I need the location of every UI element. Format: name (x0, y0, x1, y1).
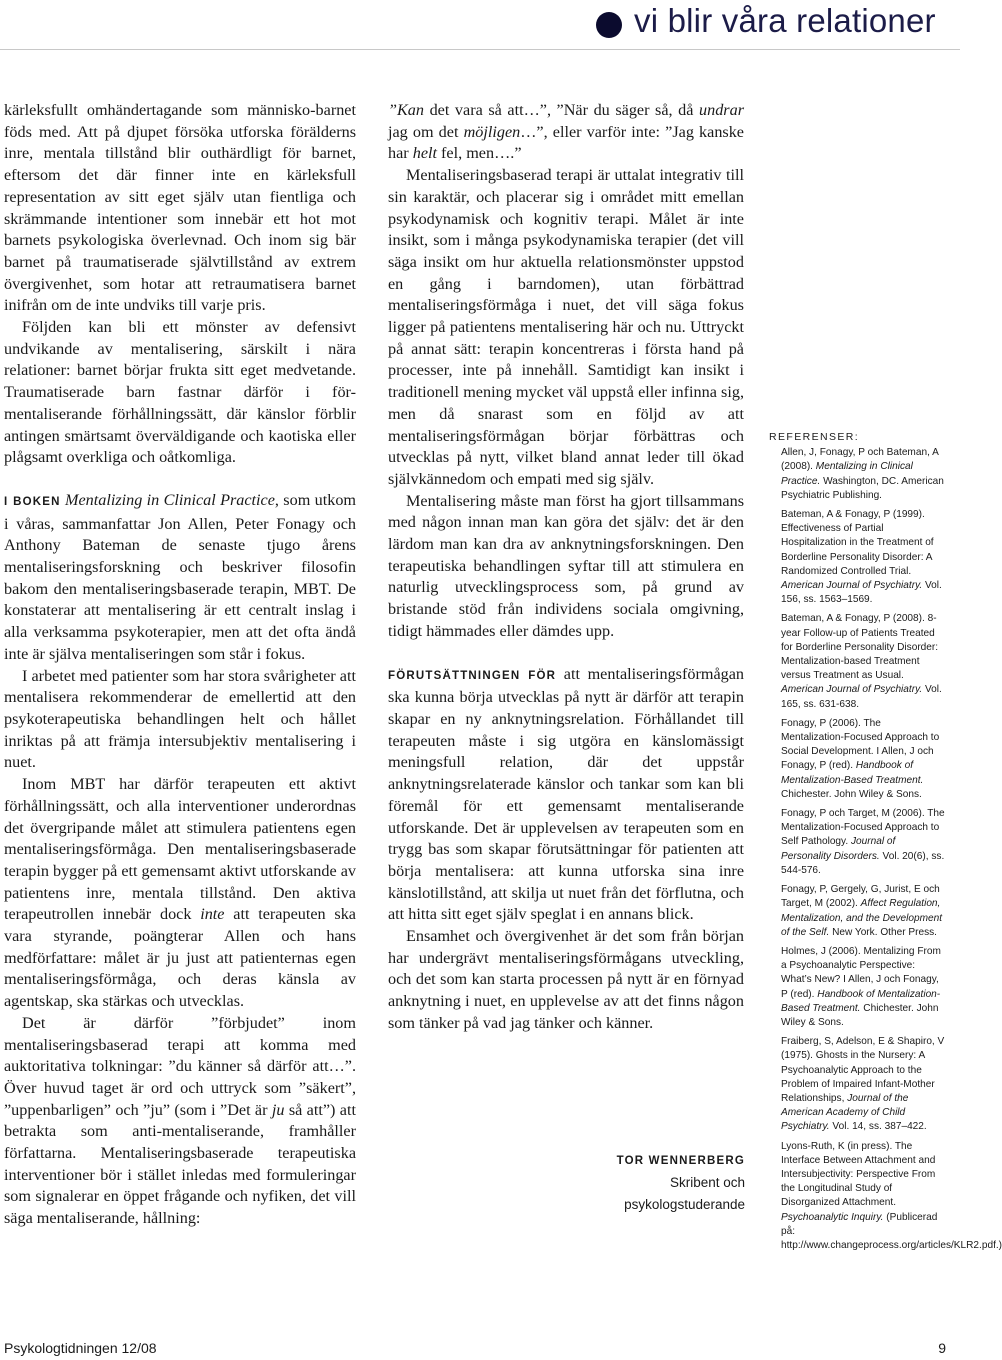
page-header (0, 0, 960, 50)
bullet-dot-icon (596, 12, 622, 38)
author-role: Skribent och (669, 1175, 745, 1190)
paragraph (4, 490, 356, 666)
reference-text: Vol. 14, ss. 387–422. (829, 1121, 927, 1133)
reference-text: Washington, DC. American Psychiatric Publishing. (781, 475, 944, 501)
paragraph (388, 100, 744, 165)
reference-item (769, 717, 945, 802)
reference-text: Bateman, A & Fonagy, P (1999). Effectiveness of Partial Hospitalization in the Treatment of Borderline Personality Disorder: A Randomized Controlled Trial. (781, 509, 934, 577)
section-title: vi blir våra relationer (634, 2, 936, 39)
paragraph (4, 774, 356, 1013)
paragraph-text: , som utkom i våras, sammanfattar Jon Allen, Peter Fonagy och Anthony Bateman de senaste tjugo årens mentaliseringsforskning och beskriver filosofin bakom den mentaliseringsbaserade terapin, MBT. De konstaterar att mentalisering är ett centralt inslag i alla verksamma psykoterapier, men att det ofta ändå inte är själva mentaliseringen som står i fokus. (4, 490, 357, 663)
article-column-2 (388, 100, 744, 1035)
emphasis: helt (412, 144, 437, 163)
reference-item (769, 612, 945, 711)
emphasis: möjligen (463, 122, 521, 141)
paragraph: kärleksfullt omhändertagande som människo-barnet föds med. Att på djupet försöka utforska förälderns inre, mentala tillstånd blir outhärdligt för barnet, eftersom det där finner inte en kärleksfull representation av sitt eget själv utan fientliga och skrämmande intentioner som innebär ett hot mot barnets psykologiska överlevnad. Och inom sig bär barnet på traumatiserade självtillstånd av extrem övergivenhet, som hotar att retraumatisera barnet inifrån om de inte undviks till varje pris. (4, 101, 356, 315)
reference-text: (Publicerad på: http://www.changeprocess.org/articles/KLR2.pdf.) (781, 1211, 1002, 1251)
article-column-1 (4, 100, 356, 1230)
paragraph-text: så att”) att betrakta som anti-mentaliserande, framhåller författarna. Mentaliseringsbaserade terapeutiska interventioner bör i stället inledas med formuleringar som signalerar en öppet frågande och nyfiken, det vill säga mentaliserande, hållning: (4, 1100, 356, 1228)
emphasis: ju (271, 1100, 285, 1119)
reference-text: Fonagy, P (2006). The Mentalization-Focused Approach to Social Development. I Allen, J och Fonagy, P (red). (781, 717, 940, 772)
reference-text: Chichester. John Wiley & Sons. (781, 1002, 939, 1028)
paragraph (388, 664, 744, 926)
author-byline (600, 1150, 745, 1216)
paragraph: Mentaliseringsbaserad terapi är uttalat integrativ till sin karaktär, och placerar sig i området mitt emellan psykodynamisk och kognitiv terapi. Målet är inte insikt, som i många psykodynamiska terapier (det vill säga insikt om hur aktuella relationsmönster uppstod en gång i barndomen), utan förbättrad mentaliseringsförmåga i nuet, det vill säga fokus ligger på patientens mentalisering här och nu. Uttryckt på annat sätt: terapin koncentreras i första hand på processer, inte på innehåll. Samtidigt kan insikt i traditionell mening mycket väl uppstå eller infinna sig, men då snarast som en följd av att mentaliseringsförmågan börjar förbättras och utvecklas på nytt, vilket bland annat leder till ökad självkännedom och empati med sig själv. (388, 166, 744, 488)
emphasis: ”Kan (388, 101, 424, 119)
reference-text: Bateman, A & Fonagy, P (2008). 8-year Follow-up of Patients Treated for Borderline Personality Disorder: Mentalization-based Treatment versus Treatment as Usual. (781, 613, 939, 682)
reference-text: Fraiberg, S, Adelson, E & Shapiro, V (1975). Ghosts in the Nursery: A Psychoanalytic Approach to the Problem of Impaired Infant-Mother Relationships, (781, 1036, 945, 1104)
section-lead-caps: I BOKEN (4, 495, 61, 508)
page-number: 9 (938, 1340, 946, 1356)
reference-text: Vol. 165, ss. 631-638. (781, 684, 942, 710)
reference-item (769, 508, 945, 607)
reference-title: Journal of the American Academy of Child Psychiatry. (781, 1092, 909, 1133)
reference-text: Fonagy, P och Target, M (2006). The Mentalization-Focused Approach to Self Pathology. (781, 808, 945, 848)
reference-text: Chichester. John Wiley & Sons. (781, 788, 922, 800)
reference-title: Psychoanalytic Inquiry. (781, 1211, 884, 1223)
paragraph-text: det vara så att…”, ”När du säger så, då (424, 101, 700, 119)
paragraph-text: att mentaliseringsförmågan ska kunna börja utvecklas på nytt är därför att terapin skapar en ny anknytningsrelation. Förhållandet till terapeuten måste i sig utgöra en känslomässigt meningsfull relation, där det uppstår anknytningsrelaterade känslor och tankar som kan bli föremål för ett gemensamt mentaliserande utforskande. Det är upplevelsen av terapeuten som en trygg bas som skapar förutsättningar för patienten att börja mentalisera: att kunna utforska sina inre känslotillstånd, att skilja ut nuet från det förflutna, och att hitta sitt eget själv speglat i en annans blick. (388, 664, 745, 924)
publication-name: Psykologtidningen 12/08 (4, 1340, 157, 1356)
reference-title: Journal of Personality Disorders. (781, 836, 896, 862)
reference-title: Affect Regulation, Mentalization, and the Development of the Self. (781, 898, 943, 938)
reference-text: Lyons-Ruth, K (in press). The Interface Between Attachment and Intersubjectivity: Perspective From the Longitudinal Study of Disorganized Attachment. (781, 1140, 936, 1209)
reference-text: Allen, J, Fonagy, P och Bateman, A (2008). (781, 447, 939, 473)
paragraph: Ensamhet och övergivenhet är det som från början har undergrävt mentaliseringsförmågans utveckling, och det som kan starta processen på nytt är en förnyad anknytning i nuet, en upplevelse av att det finns någon som tänker på vad jag tänker och känner. (388, 927, 744, 1032)
reference-item (769, 446, 945, 503)
paragraph-text: Det är därför ”förbjudet” inom mentaliseringsbaserad terapi att komma med auktoritativa tolkningar: ”du känner så därför att…”. Över huvud taget är ord och uttryck som ”säkert”, ”uppenbarligen” och ”ju” (som i ”Det är (4, 1013, 356, 1119)
reference-title: Handbook of Mentalization-Based Treatment. (781, 988, 941, 1014)
paragraph-text: jag om det (388, 122, 464, 141)
references-heading: REFERENSER: (769, 431, 860, 443)
reference-item (769, 1140, 1002, 1254)
paragraph-text: …”, eller varför inte: ”Jag kanske har (388, 122, 744, 163)
author-name: TOR WENNERBERG (616, 1155, 745, 1167)
emphasis: inte (200, 905, 225, 924)
reference-item (769, 945, 945, 1030)
book-title: Mentalizing in Clinical Practice (64, 490, 275, 509)
references-sidebar (769, 430, 1002, 1258)
paragraph: Följden kan bli ett mönster av defensivt undvikande av mentalisering, särskilt i nära relationer: barnet börjar frukta sitt eget medvetande. Traumatiserade barn fastnar därför i för-mentaliserande förhållningssätt, där känslor förblir antingen smärtsamt överväldigande och kaotiska eller plågsamt overkliga och oåtkomliga. (4, 318, 356, 467)
reference-title: American Journal of Psychiatry. (781, 580, 923, 592)
reference-text: New York. Other Press. (829, 926, 937, 938)
reference-title: American Journal of Psychiatry. (781, 684, 923, 696)
reference-item (769, 883, 945, 940)
reference-text: Holmes, J (2006). Mentalizing From a Psychoanalytic Perspective: What’s New? I Allen, J och Fonagy, P (red). (781, 945, 941, 1000)
header-divider (0, 49, 960, 50)
paragraph-text: att terapeuten ska vara styrande, poängterar Allen och hans medförfattare: målet är ju just att patienternas egen mentaliseringsförmåga, och deras känsla av agentskap, ska stärkas och utvecklas. (4, 905, 356, 1011)
reference-text: Vol. 156, ss. 1563–1569. (781, 580, 942, 606)
reference-item (769, 807, 945, 878)
section-lead-caps: FÖRUTSÄTTNINGEN FÖR (388, 669, 557, 682)
paragraph-text: fel, men….” (437, 144, 522, 163)
paragraph: I arbetet med patienter som har stora svårigheter att mentalisera rekommenderar de emellertid att den psykoterapeutiska behandlingen helt och hållet inriktas på att främja intersubjektiv mentalisering i nuet. (4, 666, 356, 772)
reference-title: Handbook of Mentalization-Based Treatment. (781, 760, 924, 786)
reference-item (769, 1035, 945, 1134)
reference-text: Fonagy, P, Gergely, G, Jurist, E och Target, M (2002). (781, 884, 940, 910)
paragraph (4, 1013, 356, 1230)
paragraph: Mentalisering måste man först ha gjort tillsammans med någon innan man kan göra det själv: det är den lärdom man kan dra av anknytningsforskningen. Den terapeutiska behandlingen syftar till att stimulera en naturlig utvecklingsprocess som, på grund av bristande stöd från individens sociala omgivning, tidigt hämmades eller dämdes upp. (388, 491, 744, 640)
reference-text: Vol. 20(6), ss. 544-576. (781, 850, 945, 876)
emphasis: undrar (699, 101, 744, 119)
paragraph-text: Inom MBT har därför terapeuten ett aktivt förhållningssätt, och alla interventioner underordnas det övergripande målet att stimulera patientens egen mentaliseringsförmåga. Den mentaliseringsbaserade terapin bygger på ett gemensamt aktivt utforskande av patientens inre, mentala tillstånd. Den aktiva terapeutrollen innebär dock (4, 775, 356, 924)
author-role: psykologstuderande (624, 1197, 745, 1212)
reference-title: Mentalizing in Clinical Practice. (781, 461, 913, 487)
